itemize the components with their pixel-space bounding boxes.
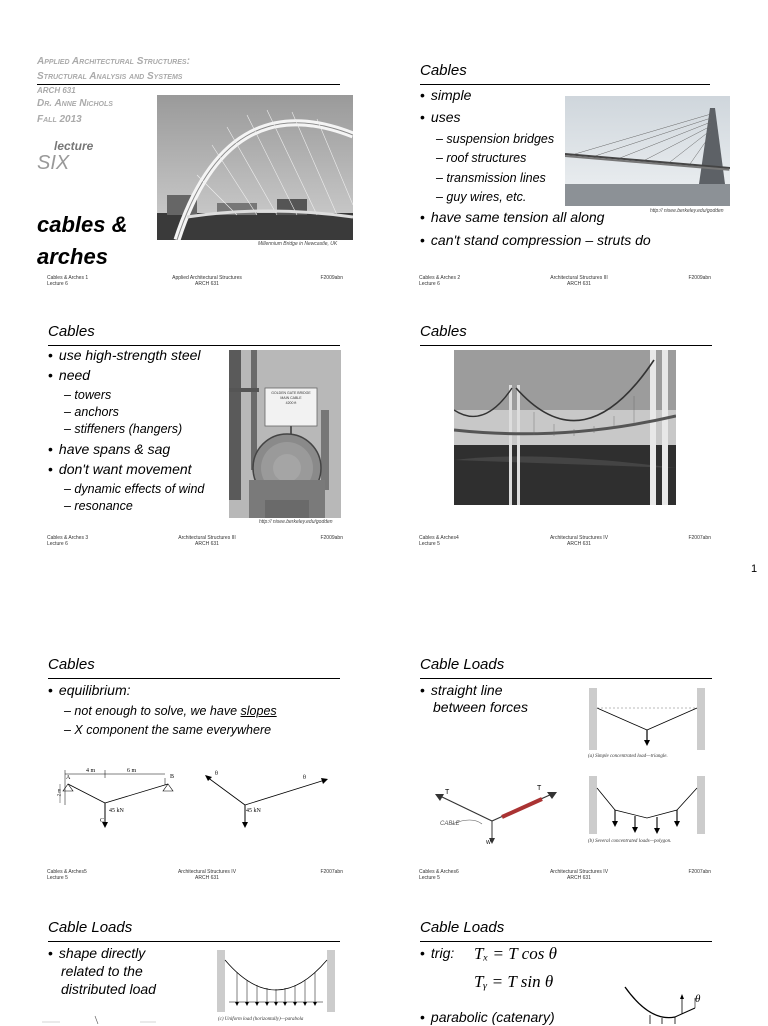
slide-title: Cables [420,62,467,79]
slide-title: Cables [48,323,95,340]
free-body-diagram [195,765,340,830]
bullet: • parabolic (catenary) [420,1009,555,1026]
footer-left: Cables & Arches5 Lecture 5 [47,869,87,881]
dim-4m: 4 m [86,768,96,774]
course-header-line2: Structural Analysis and Systems [37,71,183,82]
footer-center: Architectural Structures IV ARCH 631 [177,869,237,881]
lecture-label: lecture [54,139,94,153]
footer-center: Architectural Structures IV ARCH 631 [549,869,609,881]
triangle-load-figure [585,688,710,753]
sub-bullet-underlined: slopes [240,704,277,718]
bullet: • need [48,367,90,384]
footer-center: Architectural Structures III ARCH 631 [178,535,236,547]
theta-label: θ [695,993,701,1005]
sub-bullet: – anchors [64,405,119,419]
sub-bullet: – towers [64,388,112,402]
load-label: 45 kN [109,808,124,814]
bullet: • use high-strength steel [48,347,201,364]
bullet: • can't stand compression – struts do [420,232,651,248]
bullet: • shape directly [48,945,145,962]
title-rule [420,345,712,346]
bullet-continuation: related to the [61,963,143,979]
bullet: • simple [420,87,471,104]
weight-label: W [486,840,491,846]
cable-force-sketch [432,786,562,851]
svg-text:θ: θ [303,775,306,781]
suspension-bridge-photo [454,350,676,505]
label-b: B [170,774,175,780]
title-rule [420,678,712,679]
header-rule [37,84,340,85]
parabola-load-figure [215,950,340,1014]
footer-right: F2009abn [688,275,711,281]
slide3-footer [47,535,347,547]
slide1-footer [47,275,347,287]
title-rule [420,84,710,85]
footer-right: F2007abn [688,869,711,875]
bullet: • straight line [420,682,503,699]
photo-caption: Millennium Bridge in Newcastle, UK [258,241,338,247]
footer-right: F2009abn [320,275,343,281]
label-c: C [100,818,105,824]
sub-bullet: – dynamic effects of wind [64,482,205,496]
footer-left: Cables & Arches 2 Lecture 6 [419,275,461,287]
sub-bullet-text: – not enough to solve, we have [64,704,241,718]
slide6-footer [419,869,719,881]
bullet-continuation: distributed load [61,981,156,997]
sub-bullet: – transmission lines [436,171,546,185]
footer-center: Architectural Structures III ARCH 631 [550,275,608,287]
dim-6m: 6 m [127,768,137,774]
sub-bullet [64,703,277,719]
title-line1: cables & [37,212,128,237]
equation-tx: Tₓ = T cos θ [474,944,557,963]
partial-figure [40,1014,180,1024]
bullet-text-emphasis: struts do [597,232,651,248]
label-a: A [66,775,71,781]
photo-credit: http:// nisee.berkeley.edu/godden [650,208,724,214]
title-rule [48,345,340,346]
dim-2m: 2 m [57,788,63,797]
cable-label: CABLE [440,821,460,827]
slide-title: Cable Loads [420,656,505,673]
footer-right: F2007abn [320,869,343,875]
sub-bullet: – roof structures [436,151,527,165]
golden-gate-cable-photo [229,350,341,518]
tension-label: T [537,785,542,792]
footer-right: F2007abn [688,535,711,541]
bullet: • uses [420,109,460,126]
title-rule [420,941,712,942]
title-rule [48,678,340,679]
equation-ty: Tᵧ = T sin θ [474,972,554,991]
title-line2: arches [37,244,108,269]
footer-center: Applied Architectural Structures ARCH 631 [172,275,242,287]
footer-right: F2009abn [320,535,343,541]
photo-credit: http:// nisee.berkeley.edu/godden [259,519,333,525]
bullet: • have same tension all along [420,209,604,226]
footer-left: Cables & Arches 3 Lecture 6 [47,535,89,547]
author: Dr. Anne Nichols [37,98,113,109]
sub-bullet: – guy wires, etc. [436,190,527,204]
cable-load-diagram [55,765,185,830]
slide-title: Cables [420,323,467,340]
slide-title: Cable Loads [48,919,133,936]
load-label: 45 kN [246,808,261,814]
sub-bullet: – stiffeners (hangers) [64,422,183,436]
course-header-line1: Applied Architectural Structures: [37,56,190,67]
slide5-footer [47,869,347,881]
bullet: • have spans & sag [48,441,170,458]
tension-label: T [445,789,450,796]
sub-bullet: – suspension bridges [436,132,555,146]
term: Fall 2013 [37,114,82,125]
figure-caption: (a) Simple concentrated load—triangle. [588,754,668,759]
slide2-footer [419,275,719,287]
figure-caption: (c) Uniform load (horizontally)—parabola [218,1017,304,1022]
bullet: • don't want movement [48,461,192,478]
bullet-text: can't stand compression – [430,232,597,248]
bullet: • equilibrium: [48,682,131,699]
bullet: • trig: [420,945,454,962]
slide-title: Cables [48,656,95,673]
lecture-number: SIX [37,152,70,174]
slide4-footer [419,535,719,547]
slide-title: Cable Loads [420,919,505,936]
footer-center: Architectural Structures IV ARCH 631 [549,535,609,547]
sub-bullet: – resonance [64,499,133,513]
svg-text:θ: θ [215,771,218,777]
figure-caption: (b) Several concentrated loads—polygon. [588,839,672,844]
course-code: ARCH 631 [37,86,76,95]
footer-left: Cables & Arches 1 Lecture 6 [47,275,89,287]
footer-left: Cables & Arches4 Lecture 5 [419,535,459,547]
title-rule [48,941,340,942]
footer-left: Cables & Arches6 Lecture 5 [419,869,459,881]
page-number: 1 [751,563,758,575]
cable-stayed-bridge-photo [565,96,730,206]
millennium-bridge-photo [157,95,353,240]
sub-bullet: – X component the same everywhere [64,723,272,737]
polygon-load-figure [585,776,710,836]
sign-text: GOLDEN GATE BRIDGE MAIN CABLE 4200 ft [271,391,311,405]
bullet-continuation: between forces [433,699,528,715]
